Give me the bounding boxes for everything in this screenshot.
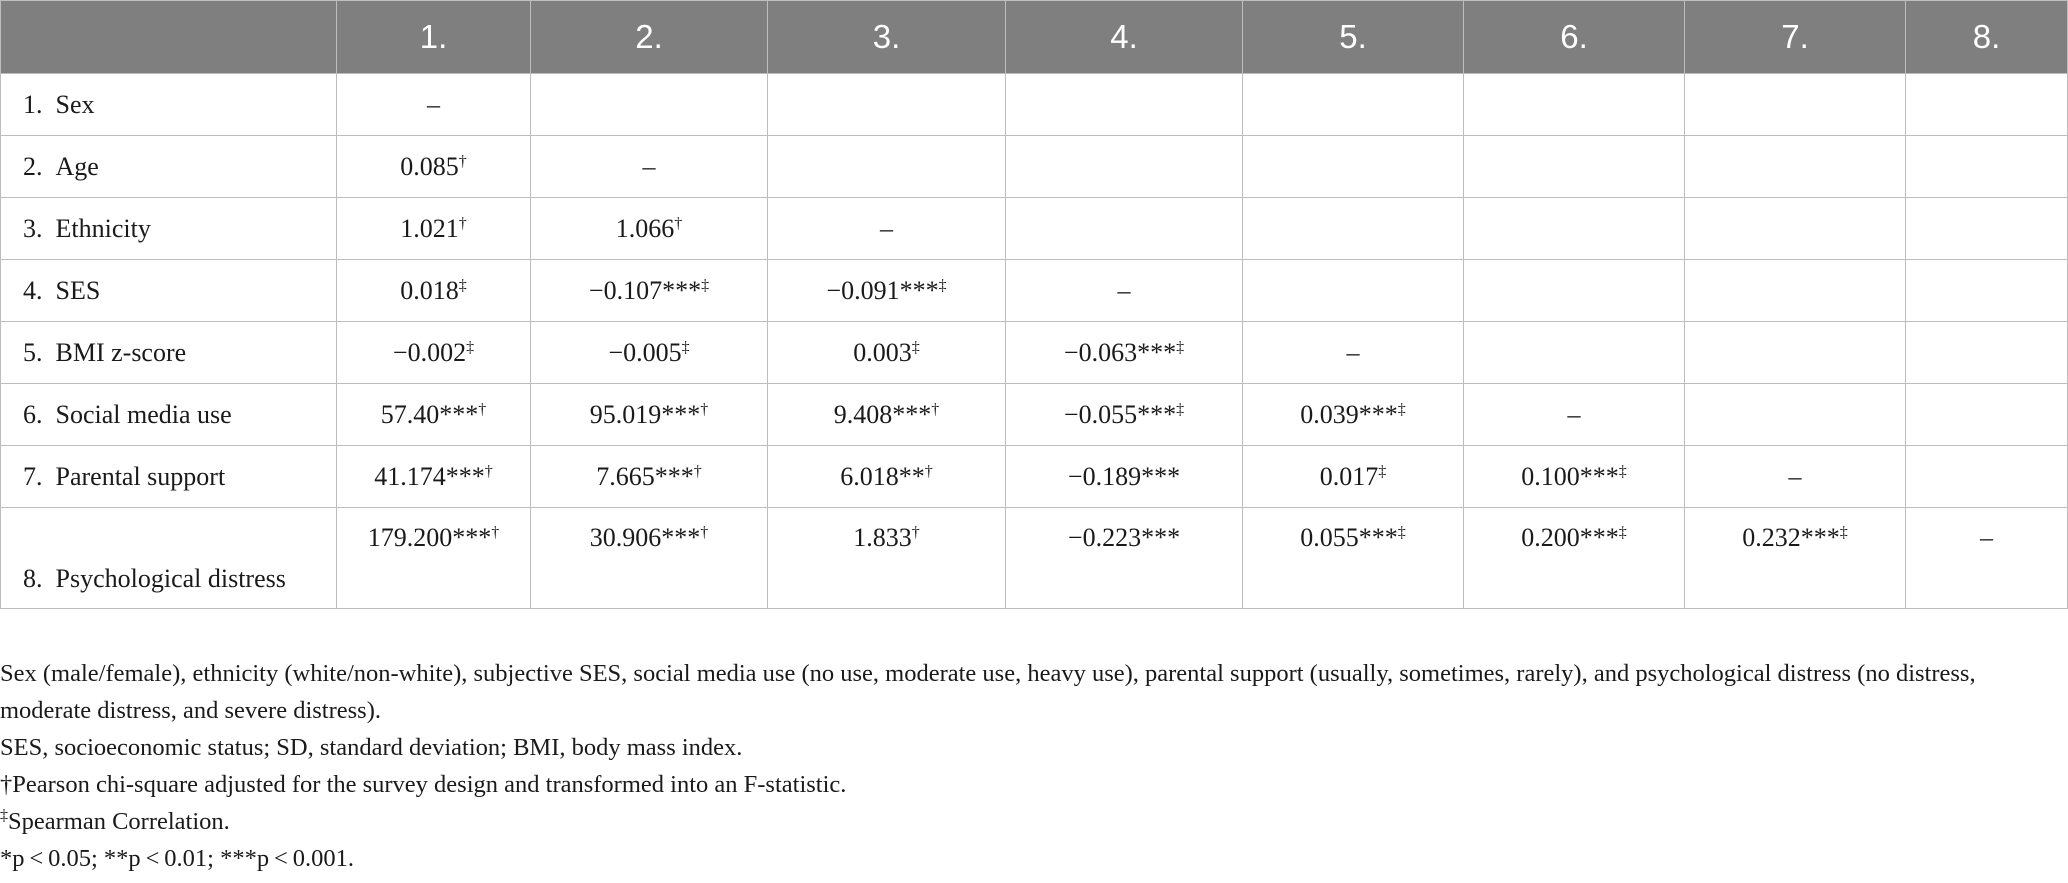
table-row [1, 136, 2068, 198]
table-cell [768, 384, 1006, 446]
table-cell [768, 260, 1006, 322]
header-cell: 3. [768, 1, 1006, 74]
table-cell [768, 136, 1006, 198]
table-row [1, 260, 2068, 322]
cell-value: −0.005 [608, 337, 682, 367]
table-cell [768, 446, 1006, 508]
cell-value: 57.40*** [380, 399, 479, 429]
table-cell [1006, 198, 1243, 260]
table-cell [1906, 74, 2068, 136]
table-row [1, 446, 2068, 508]
cell-value: 0.200*** [1521, 523, 1619, 552]
row-label: 2. Age [1, 136, 337, 198]
header-cell: 6. [1464, 1, 1685, 74]
table-cell [531, 260, 768, 322]
table-cell [1243, 198, 1464, 260]
table-cell [1006, 384, 1243, 446]
table-cell [1006, 446, 1243, 508]
footnote-pearson: †Pearson chi-square adjusted for the survey design and transformed into an F-statistic. [0, 771, 847, 798]
cell-superscript: † [693, 462, 702, 480]
cell-value: 1.833 [853, 523, 912, 552]
cell-superscript: † [931, 400, 940, 418]
cell-value: −0.063*** [1063, 337, 1177, 367]
table-cell [337, 198, 531, 260]
cell-superscript: † [924, 462, 933, 480]
table-cell [1906, 446, 2068, 508]
table-cell [337, 322, 531, 384]
header-cell: 8. [1906, 1, 2068, 74]
cell-value: −0.107*** [588, 275, 702, 305]
table-cell [1006, 322, 1243, 384]
cell-value: 179.200*** [367, 523, 492, 552]
table-cell [1685, 198, 1906, 260]
cell-superscript: ‡ [911, 338, 920, 356]
table-cell [768, 508, 1006, 609]
table-cell [1243, 260, 1464, 322]
cell-superscript: ‡ [1378, 462, 1387, 480]
table-cell [1243, 384, 1464, 446]
cell-superscript: † [491, 524, 500, 541]
table-cell [1685, 322, 1906, 384]
table-cell [337, 446, 531, 508]
footnote-variable-coding: Sex (male/female), ethnicity (white/non-white), subjective SES, social media use (no use, moderate use, heavy use), parental support (usually, sometimes, rarely), and psychological distress (no distress, moderate distress, and severe distress). [0, 660, 1976, 724]
cell-value: – [880, 213, 893, 243]
cell-value: 0.055*** [1300, 523, 1398, 552]
table-cell [531, 508, 768, 609]
cell-value: −0.002 [392, 337, 467, 367]
table-cell [1464, 508, 1685, 609]
footnote-text: Spearman Correlation. [8, 808, 230, 835]
cell-superscript: † [458, 152, 467, 170]
table-cell [1906, 508, 2068, 609]
cell-value: – [1980, 523, 1993, 552]
cell-superscript: ‡ [1176, 338, 1185, 356]
table-cell [1006, 136, 1243, 198]
table-cell [1685, 508, 1906, 609]
cell-superscript: ‡ [1397, 524, 1406, 541]
header-cell: 5. [1243, 1, 1464, 74]
table-cell [1906, 260, 2068, 322]
table-cell [337, 260, 531, 322]
table-cell [768, 322, 1006, 384]
table-cell [531, 74, 768, 136]
cell-superscript: † [911, 524, 920, 541]
cell-value: – [1346, 337, 1360, 367]
table-cell [1464, 260, 1685, 322]
table-cell [1685, 446, 1906, 508]
table-cell [337, 136, 531, 198]
cell-superscript: † [700, 524, 709, 541]
cell-value: 95.019*** [589, 399, 701, 429]
cell-superscript: ‡ [458, 276, 467, 294]
cell-value: 0.232*** [1742, 523, 1840, 552]
cell-superscript: ‡ [681, 338, 690, 356]
cell-value: 1.066 [615, 213, 675, 243]
table-row [1, 384, 2068, 446]
row-label: 4. SES [1, 260, 337, 322]
table-cell [337, 384, 531, 446]
cell-value: −0.091*** [826, 275, 939, 305]
cell-value: 41.174*** [374, 461, 485, 491]
footnote-spearman [0, 803, 2068, 840]
table-cell [337, 508, 531, 609]
cell-superscript: † [700, 400, 709, 418]
cell-value: 7.665*** [596, 461, 694, 491]
cell-value: −0.189*** [1067, 461, 1181, 491]
cell-value: 0.100*** [1521, 461, 1619, 491]
table-cell [1243, 136, 1464, 198]
table-row [1, 74, 2068, 136]
table-cell [1906, 136, 2068, 198]
cell-superscript: ‡ [1839, 524, 1848, 541]
row-label: 8. Psychological distress [1, 508, 337, 609]
table-cell [1243, 322, 1464, 384]
cell-superscript: ‡ [938, 276, 947, 294]
cell-superscript: ‡ [1397, 400, 1406, 418]
cell-value: 0.003 [853, 337, 912, 367]
row-label: 7. Parental support [1, 446, 337, 508]
header-cell: 7. [1685, 1, 1906, 74]
table-cell [1243, 446, 1464, 508]
cell-superscript: † [458, 214, 467, 232]
table-cell [531, 136, 768, 198]
cell-value: 9.408*** [833, 399, 932, 429]
cell-superscript: ‡ [1618, 524, 1627, 541]
cell-superscript: ‡ [701, 276, 710, 294]
row-label: 1. Sex [1, 74, 337, 136]
cell-value: 1.021 [400, 213, 459, 243]
cell-value: 0.039*** [1300, 399, 1398, 429]
table-cell [531, 446, 768, 508]
table-cell [1685, 74, 1906, 136]
table-cell [1906, 322, 2068, 384]
header-cell: 1. [337, 1, 531, 74]
table-cell [1906, 384, 2068, 446]
cell-value: −0.055*** [1063, 399, 1177, 429]
cell-superscript: ‡ [1618, 462, 1627, 480]
table-cell [1243, 74, 1464, 136]
table-row [1, 198, 2068, 260]
header-cell [1, 1, 337, 74]
cell-value: – [1117, 275, 1131, 305]
row-label: 5. BMI z-score [1, 322, 337, 384]
cell-value: 30.906*** [589, 523, 701, 552]
header-cell: 2. [531, 1, 768, 74]
cell-value: – [1567, 399, 1581, 429]
table-cell [1464, 322, 1685, 384]
cell-superscript: ‡ [466, 338, 475, 356]
table-cell [1464, 74, 1685, 136]
cell-value: – [1788, 461, 1802, 491]
table-cell [1464, 198, 1685, 260]
cell-value: −0.223*** [1067, 523, 1181, 552]
table-cell [768, 198, 1006, 260]
table-cell [1906, 198, 2068, 260]
table-cell [1464, 384, 1685, 446]
row-label: 3. Ethnicity [1, 198, 337, 260]
table-cell [1464, 446, 1685, 508]
table-header-row [1, 1, 2068, 74]
table-cell [1006, 74, 1243, 136]
cell-superscript: † [484, 462, 493, 480]
table-footnotes [0, 655, 2068, 877]
cell-superscript: ‡ [1176, 400, 1185, 418]
table-cell [1685, 384, 1906, 446]
cell-value: 0.018 [400, 275, 459, 305]
table-cell [337, 74, 531, 136]
footnote-mark: ‡ [0, 807, 8, 824]
cell-value: – [427, 89, 440, 119]
footnote-significance: *p < 0.05; **p < 0.01; ***p < 0.001. [0, 845, 354, 872]
table-cell [531, 384, 768, 446]
footnote-abbreviations: SES, socioeconomic status; SD, standard deviation; BMI, body mass index. [0, 734, 743, 761]
table-cell [768, 74, 1006, 136]
cell-superscript: † [478, 400, 487, 418]
table-cell [1685, 136, 1906, 198]
cell-superscript: † [674, 214, 683, 232]
table-cell [1006, 508, 1243, 609]
cell-value: – [642, 151, 656, 181]
table-cell [1685, 260, 1906, 322]
table-cell [1243, 508, 1464, 609]
table-cell [1006, 260, 1243, 322]
row-label: 6. Social media use [1, 384, 337, 446]
cell-value: 0.017 [1319, 461, 1379, 491]
cell-value: 6.018** [840, 461, 925, 491]
table-row [1, 508, 2068, 609]
table-cell [1464, 136, 1685, 198]
table-cell [531, 198, 768, 260]
table-row [1, 322, 2068, 384]
header-cell: 4. [1006, 1, 1243, 74]
table-cell [531, 322, 768, 384]
cell-value: 0.085 [400, 151, 459, 181]
